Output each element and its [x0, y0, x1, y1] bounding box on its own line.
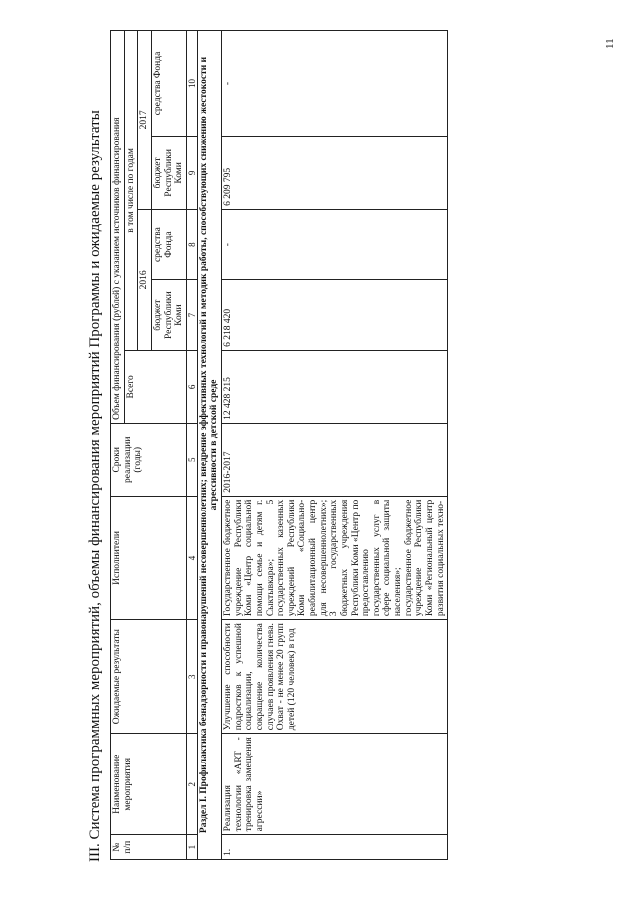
table-row: [222, 31, 448, 860]
column-number: 9: [186, 136, 197, 209]
header-executors: Исполнители: [111, 496, 187, 619]
column-number: 8: [186, 209, 197, 280]
section-title: Раздел I. Профилактика безнадзорности и правонарушений несовершеннолетних; внедрение эффективных технологий и методик работы, способствующих снижению жестокости и агрессивности в детской среде: [197, 31, 221, 860]
column-number: 6: [186, 350, 197, 423]
section-row: [197, 31, 221, 860]
header-name: Наименование мероприятия: [111, 734, 187, 835]
page-number: 11: [604, 38, 616, 49]
header-results: Ожидаемые результаты: [111, 620, 187, 734]
header-total: Всего: [124, 350, 186, 423]
program-measures-table: [110, 30, 448, 860]
row-name: Реализация технологии «ART - тренировка замещения агрессии»: [222, 734, 448, 835]
row-fund-2016: -: [222, 209, 448, 280]
row-fund-2017: -: [222, 31, 448, 137]
header-fund-2017: средства Фонда: [151, 31, 186, 137]
header-volume: Объем финансирования (рублей) с указанием источников финансирования: [111, 31, 125, 424]
column-number: 2: [186, 734, 197, 835]
row-num: 1.: [222, 835, 448, 860]
header-budget-komi-2017: бюджет Республики Коми: [151, 136, 186, 209]
row-budget-komi-2016: 6 218 420: [222, 280, 448, 351]
column-number: 10: [186, 31, 197, 137]
column-number: 3: [186, 620, 197, 734]
header-budget-komi-2016: бюджет Республики Коми: [151, 280, 186, 351]
row-total: 12 428 215: [222, 350, 448, 423]
program-table-wrapper: [110, 30, 490, 860]
header-year-2017: 2017: [138, 31, 152, 210]
header-num: № п/п: [111, 835, 187, 860]
header-term: Сроки реализации (годы): [111, 423, 187, 496]
column-number-row: [186, 31, 197, 860]
header-year-2016: 2016: [138, 209, 152, 350]
header-fund-2016: средства Фонда: [151, 209, 186, 280]
column-number: 5: [186, 423, 197, 496]
column-number: 7: [186, 280, 197, 351]
header-row-1: [111, 31, 125, 860]
row-budget-komi-2017: 6 209 795: [222, 136, 448, 209]
column-number: 1: [186, 835, 197, 860]
row-term: 2016-2017: [222, 423, 448, 496]
row-results: Улучшение способности подростков к успешной социализации, сокращение количества случаев проявления гнева. Охват - не менее 20 групп детей (120 человек) в год: [222, 620, 448, 734]
column-number: 4: [186, 496, 197, 619]
page-title: III. Система программных мероприятий, объемы финансирования мероприятий Программы и ожидаемые результаты: [87, 110, 103, 862]
row-executors: Государственное бюджетное учреждение Республики Коми «Центр социальной помощи семье и детям г. Сыктывкара»; 5 государственных казенных учреждений Республики Коми «Социально-реабилитационный центр для несовершеннолетних»; 3 государственных бюджетных учреждения Республики Коми «Центр по предоставлению государственных услуг в сфере социальной защиты населения»; государственное бюджетное учреждение Республики Коми «Региональный центр развития социальных техно-: [222, 496, 448, 619]
header-in-years: в том числе по годам: [124, 31, 138, 351]
